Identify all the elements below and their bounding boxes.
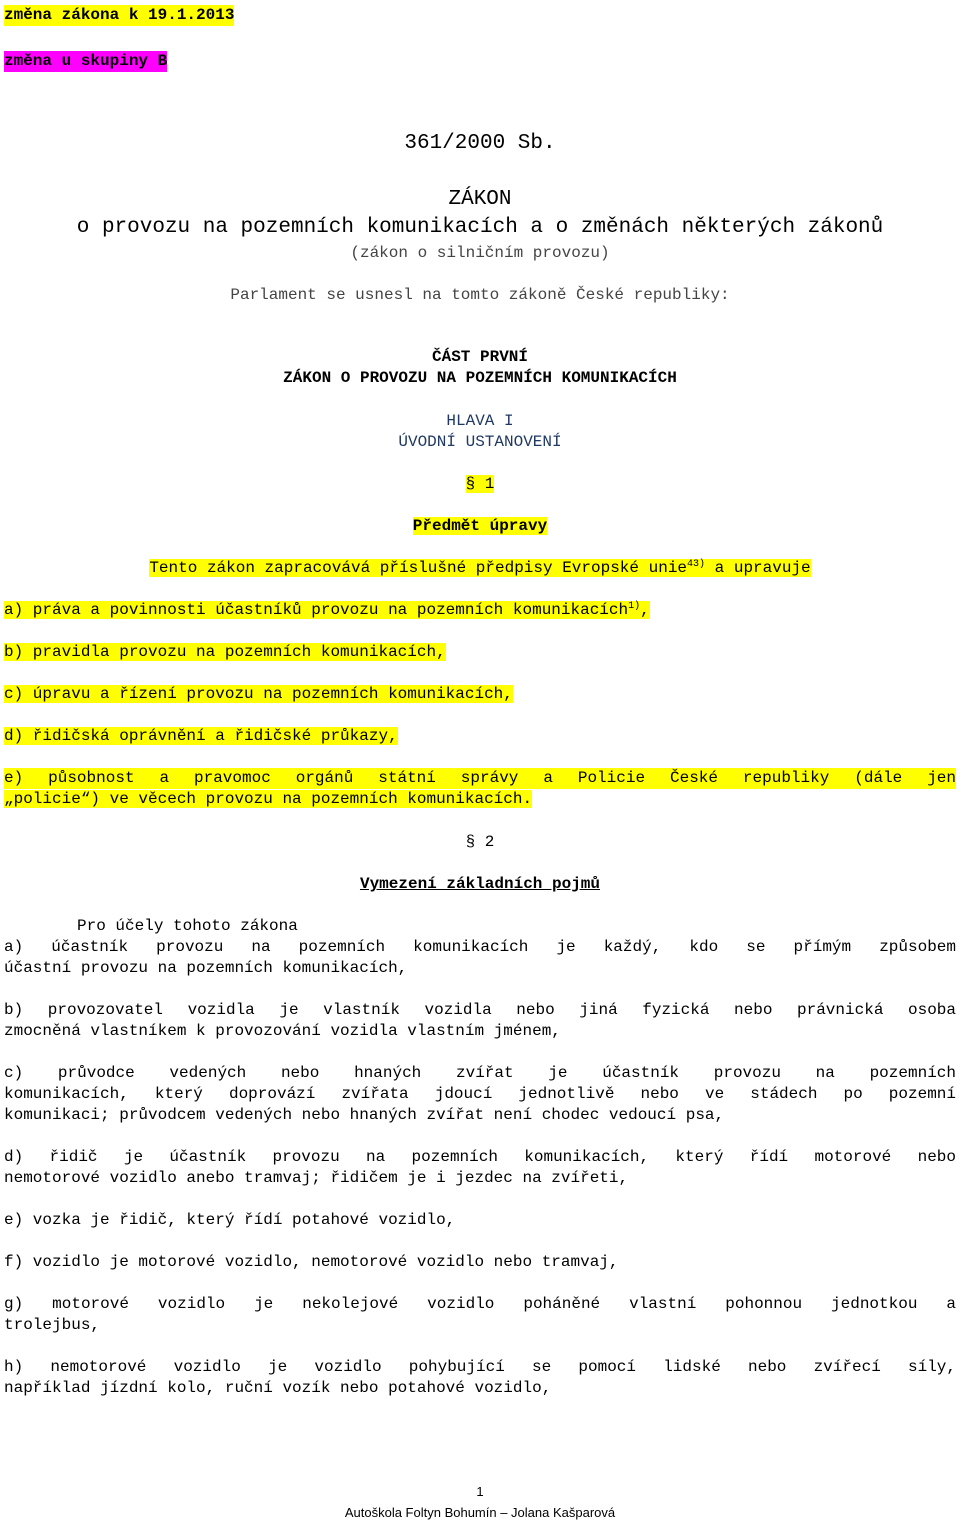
footnote-1: 1): [628, 601, 641, 612]
law-short-name: (zákon o silničním provozu): [350, 244, 610, 262]
section-1-heading-text: Předmět úpravy: [412, 517, 548, 535]
section-2-heading: Vymezení základních pojmů: [359, 875, 601, 893]
section-2-item-h-line-2: například jízdní kolo, ruční vozík nebo potahové vozidlo,: [4, 1379, 552, 1397]
section-1-item-b-text: b) pravidla provozu na pozemních komunikacích,: [4, 643, 446, 661]
law-subject: o provozu na pozemních komunikacích a o změnách některých zákonů: [76, 216, 884, 239]
section-1-item-c: [4, 684, 513, 705]
section-2-item-g-line-1: g) motorové vozidlo je nekolejové vozidlo poháněné vlastní pohonnou jednotkou a: [4, 1295, 956, 1313]
change-date-note: změna zákona k 19.1.2013: [4, 6, 235, 24]
section-1-item-b: [4, 642, 446, 663]
section-1-heading: [0, 516, 960, 537]
footnote-43: 43): [687, 559, 706, 570]
section-1-symbol-text: § 1: [465, 475, 495, 493]
section-1-item-a: [4, 600, 650, 621]
section-2-item-c-line-3: komunikaci; průvodcem vedených nebo hnaných zvířat není chodec vedoucí psa,: [4, 1106, 725, 1124]
change-group-note: změna u skupiny B: [4, 52, 168, 70]
section-1-symbol: [0, 474, 960, 495]
section-1-intro: [0, 558, 960, 579]
section-2-item-f: f) vozidlo je motorové vozidlo, nemotorové vozidlo nebo tramvaj,: [4, 1253, 619, 1271]
section-1-item-e-line-2-text: „policie“) ve věcech provozu na pozemních komunikacích.: [4, 790, 533, 808]
section-2-item-c-line-2: komunikacích, který doprovází zvířata jdoucí jednotlivě nebo ve stádech po pozemní: [4, 1085, 956, 1103]
section-1-item-e-line-1: e) působnost a pravomoc orgánů státní správy a Policie České republiky (dále jen: [4, 769, 956, 787]
section-2-item-h-line-1: h) nemotorové vozidlo je vozidlo pohybující se pomocí lidské nebo zvířecí síly,: [4, 1358, 956, 1376]
chapter-label: HLAVA I: [446, 412, 514, 430]
section-1-intro-text: Tento zákon zapracovává příslušné předpisy Evropské unie: [149, 559, 688, 577]
section-2-item-c-line-1: c) průvodce vedených nebo hnaných zvířat je účastník provozu na pozemních: [4, 1064, 956, 1082]
section-1-item-d: [4, 726, 398, 747]
section-2-item-b-line-2: zmocněná vlastníkem k provozování vozidla vlastním jménem,: [4, 1022, 561, 1040]
section-1-intro-end: a upravuje: [705, 559, 811, 577]
section-1-item-d-text: d) řidičská oprávnění a řidičské průkazy,: [4, 727, 398, 745]
chapter-title: ÚVODNÍ USTANOVENÍ: [398, 433, 562, 451]
section-2-item-g-line-2: trolejbus,: [4, 1316, 101, 1334]
section-2-intro: Pro účely tohoto zákona: [77, 917, 298, 935]
section-2-item-d-line-1: d) řidič je účastník provozu na pozemních komunikacích, který řídí motorové nebo: [4, 1148, 956, 1166]
part-title: ZÁKON O PROVOZU NA POZEMNÍCH KOMUNIKACÍCH: [283, 369, 677, 387]
law-heading: ZÁKON: [448, 188, 512, 211]
footer-school: Autoškola Foltyn Bohumín – Jolana Kašparová: [344, 1505, 616, 1520]
section-1-item-a-end: ,: [640, 601, 650, 619]
part-label: ČÁST PRVNÍ: [431, 348, 528, 366]
page-number: 1: [476, 1484, 484, 1499]
section-2-symbol: § 2: [465, 833, 495, 851]
law-preamble: Parlament se usnesl na tomto zákoně České republiky:: [230, 286, 730, 304]
section-2-item-d-line-2: nemotorové vozidlo anebo tramvaj; řidičem je i jezdec na zvířeti,: [4, 1169, 629, 1187]
section-2-item-e: e) vozka je řidič, který řídí potahové vozidlo,: [4, 1211, 456, 1229]
section-1-item-c-text: c) úpravu a řízení provozu na pozemních komunikacích,: [4, 685, 513, 703]
section-2-item-a-line-1: a) účastník provozu na pozemních komunikacích je každý, kdo se přímým způsobem: [4, 938, 956, 956]
section-2-item-b-line-1: b) provozovatel vozidla je vlastník vozidla nebo jiná fyzická nebo právnická osoba: [4, 1001, 956, 1019]
law-number: 361/2000 Sb.: [404, 132, 556, 155]
section-1-item-a-text: a) práva a povinnosti účastníků provozu na pozemních komunikacích: [4, 601, 629, 619]
section-1-item-e-line-2: [4, 789, 532, 810]
section-2-item-a-line-2: účastní provozu na pozemních komunikacích,: [4, 959, 408, 977]
